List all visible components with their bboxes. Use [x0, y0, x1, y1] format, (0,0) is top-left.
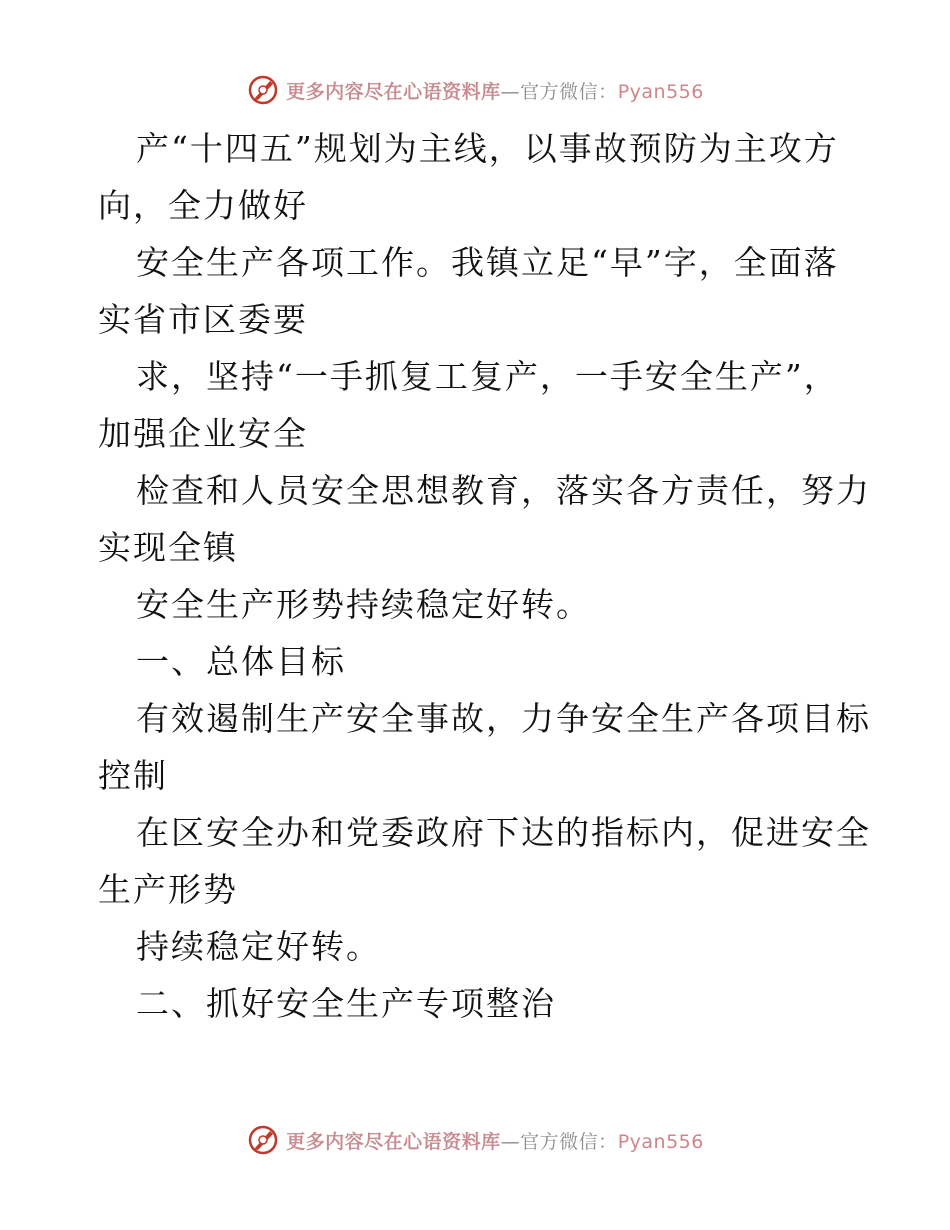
body-line-9: 安全生产形势持续稳定好转。	[136, 585, 591, 624]
document-body	[98, 120, 871, 1032]
body-line-7: 检查和人员安全思想教育，落实各方责任，努力	[136, 471, 871, 510]
watermark-separator: —	[500, 1130, 521, 1153]
body-line-12: 控制	[98, 756, 168, 795]
watermark-wechat-label: 官方微信：	[520, 1130, 618, 1153]
body-line-11: 有效遏制生产安全事故，力争安全生产各项目标	[136, 699, 871, 738]
body-line-15: 持续稳定好转。	[136, 927, 381, 966]
watermark-text	[286, 1127, 704, 1154]
section-heading-2: 二、抓好安全生产专项整治	[136, 984, 556, 1023]
body-line-14: 生产形势	[98, 870, 238, 909]
watermark-brand: 更多内容尽在心语资料库	[286, 1130, 501, 1153]
body-line-3: 安全生产各项工作。我镇立足“早”字，全面落	[136, 243, 839, 282]
quill-pen-logo-icon	[246, 1123, 280, 1157]
watermark-brand: 更多内容尽在心语资料库	[286, 80, 501, 103]
header-watermark	[0, 70, 950, 110]
body-line-13: 在区安全办和党委政府下达的指标内，促进安全	[136, 813, 871, 852]
body-line-4: 实省市区委要	[98, 300, 308, 339]
watermark-wechat-label: 官方微信：	[520, 80, 618, 103]
watermark-text	[286, 77, 704, 104]
body-line-8: 实现全镇	[98, 528, 238, 567]
section-heading-1: 一、总体目标	[136, 642, 346, 681]
body-line-5: 求，坚持“一手抓复工复产，一手安全生产”，	[136, 357, 839, 396]
body-line-6: 加强企业安全	[98, 414, 308, 453]
watermark-wechat-id: Pyan556	[617, 80, 704, 103]
watermark-separator: —	[500, 80, 521, 103]
body-line-1: 产“十四五”规划为主线，以事故预防为主攻方	[136, 129, 839, 168]
watermark-wechat-id: Pyan556	[617, 1130, 704, 1153]
body-line-2: 向，全力做好	[98, 186, 308, 225]
quill-pen-logo-icon	[246, 73, 280, 107]
footer-watermark	[0, 1120, 950, 1160]
